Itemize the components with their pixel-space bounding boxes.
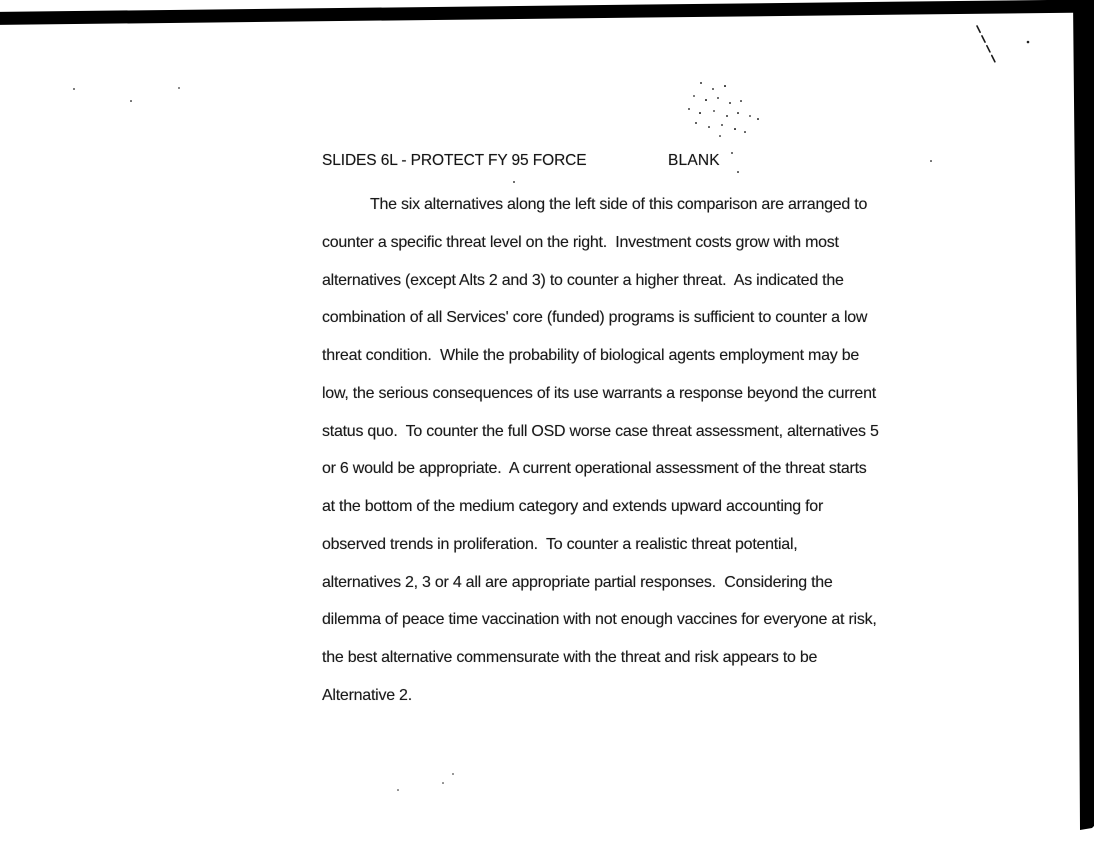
noise-speck [452, 773, 454, 775]
scanner-edge-artifact-top [0, 0, 1094, 24]
blank-label: BLANK [668, 152, 720, 169]
noise-speck [442, 782, 444, 784]
noise-speck [130, 100, 132, 102]
paragraph-line: threat condition. While the probability of biological agents employment may be [322, 347, 859, 364]
noise-speck [688, 108, 690, 110]
scanner-edge-artifact-right [1073, 0, 1094, 830]
paragraph-line: alternatives (except Alts 2 and 3) to counter a higher threat. As indicated the [322, 271, 844, 289]
noise-speck [178, 87, 180, 89]
noise-speck [737, 171, 739, 173]
paragraph-line: alternatives 2, 3 or 4 all are appropriate partial responses. Considering the [322, 573, 833, 591]
paragraph-line: combination of all Services' core (funded) programs is sufficient to counter a low [322, 309, 868, 327]
noise-speck [700, 82, 702, 84]
noise-speck [699, 112, 701, 114]
noise-speck [749, 115, 751, 117]
noise-speck [737, 112, 739, 114]
paragraph-line: or 6 would be appropriate. A current operational assessment of the threat starts [322, 460, 867, 478]
paragraph-line: counter a specific threat level on the right. Investment costs grow with most [322, 233, 839, 251]
noise-speck [734, 128, 736, 130]
noise-speck [724, 85, 726, 87]
noise-speck [705, 99, 707, 101]
paragraph-line: low, the serious consequences of its use warrants a response beyond the current [322, 384, 876, 402]
noise-speck [721, 124, 723, 126]
noise-speck [713, 110, 715, 112]
scratch-mark [977, 26, 996, 64]
noise-speck [729, 102, 731, 104]
slide-title: SLIDES 6L - PROTECT FY 95 FORCE [322, 152, 587, 169]
noise-speck [717, 97, 719, 99]
noise-speck [693, 95, 695, 97]
noise-speck [719, 135, 721, 137]
noise-speck [712, 88, 714, 90]
ink-dot [1027, 41, 1030, 44]
noise-speck [731, 152, 733, 154]
noise-speck [726, 115, 728, 117]
noise-speck [73, 88, 75, 90]
noise-speck [757, 118, 759, 120]
noise-speck [397, 789, 399, 791]
noise-speck [930, 160, 932, 162]
paragraph-line: The six alternatives along the left side of this comparison are arranged to [370, 196, 868, 213]
paragraph-line: the best alternative commensurate with the threat and risk appears to be [322, 649, 818, 666]
paragraph-line: observed trends in proliferation. To counter a realistic threat potential, [322, 535, 798, 553]
document-header-row [322, 152, 942, 174]
paragraph-line: dilemma of peace time vaccination with not enough vaccines for everyone at risk, [322, 611, 877, 629]
noise-speck [744, 131, 746, 133]
noise-speck [740, 100, 742, 102]
noise-speck [513, 181, 515, 183]
paragraph-line: status quo. To counter the full OSD worse case threat assessment, alternatives 5 [322, 422, 879, 440]
noise-speck [695, 122, 697, 124]
paragraph [322, 186, 942, 715]
paragraph-line: at the bottom of the medium category and extends upward accounting for [322, 498, 824, 515]
noise-speck [708, 126, 710, 128]
paragraph-line: Alternative 2. [322, 686, 412, 704]
